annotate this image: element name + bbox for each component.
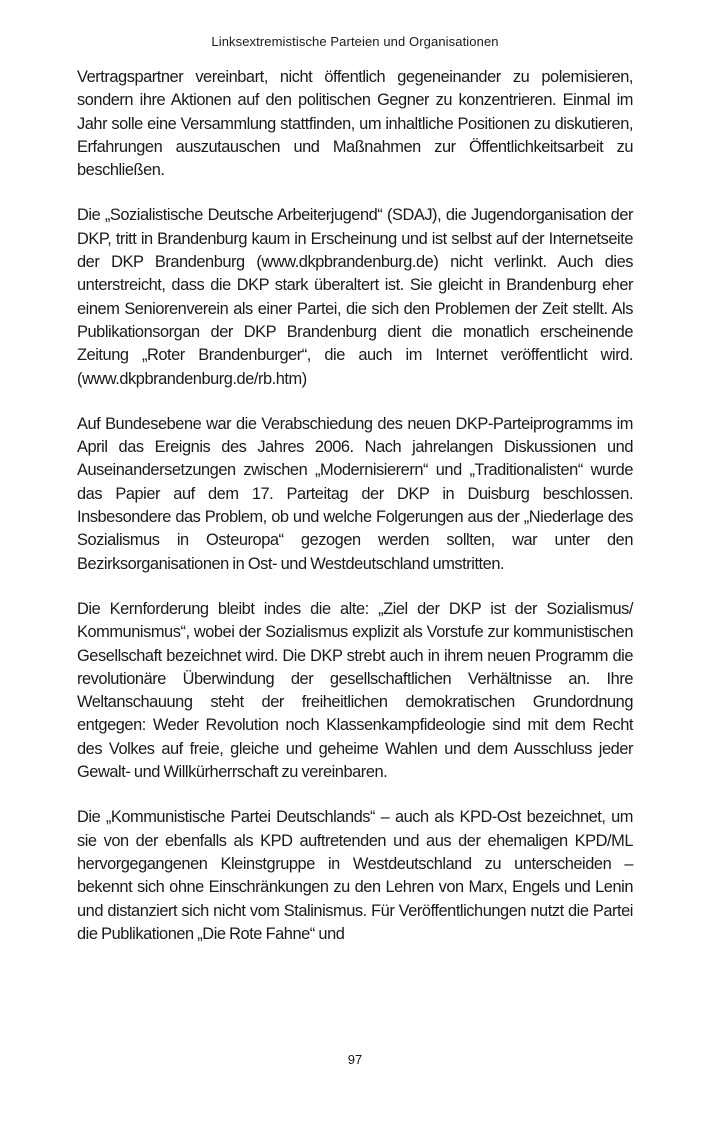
paragraph-core-demand: Die Kernforderung bleibt indes die alte: „Ziel der DKP ist der Sozialismus/ Kommunismus“, wobei der Sozialismus explizit als Vorstufe zur kommunistischen Gesellschaft bezeichnet wird. Die DKP strebt auch in ihrem neuen Programm die revolutionäre Überwindung der gesellschaftlichen Verhältnisse an. Ihre Weltanschauung steht der freiheitlichen demokratischen Grundordnung entgegen: Weder Revolution noch Klassenkampfideologie sind mit dem Recht des Volkes auf freie, gleiche und geheime Wahlen und dem Ausschluss jeder Gewalt- und Willkürherrschaft zu vereinbaren. [77,599,633,782]
paragraph-partner-agreement: Vertragspartner vereinbart, nicht öffentlich gegeneinander zu polemisieren, sondern ihre Aktionen auf den politischen Gegner zu konzentrieren. Einmal im Jahr solle eine Versammlung stattfinden, um inhaltliche Positionen zu diskutieren, Erfahrungen auszutauschen und Maßnahmen zur Öffentlichkeitsarbeit zu beschließen. [77,68,633,180]
paragraph-kpd-ost: Die „Kommunistische Partei Deutschlands“ – auch als KPD-Ost bezeichnet, um sie von der ebenfalls als KPD auftretenden und aus der ehemaligen KPD/ML hervorgegangenen Kleinstgruppe in Westdeutschland zu unterscheiden – bekennt sich ohne Einschränkungen zu den Lehren von Marx, Engels und Lenin und distanziert sich nicht vom Stalinismus. Für Veröffentlichungen nutzt die Partei die Publikationen „Die Rote Fahne“ und [77,808,633,943]
body-text [77,66,633,968]
paragraph-sdaj: Die „Sozialistische Deutsche Arbeiterjugend“ (SDAJ), die Jugendorganisation der DKP, tritt in Brandenburg kaum in Erscheinung und ist selbst auf der Internetseite der DKP Brandenburg (www.dkpbrandenburg.de) nicht verlinkt. Auch dies unterstreicht, dass die DKP stark überaltert ist. Sie gleicht in Brandenburg eher einem Seniorenverein als einer Partei, die sich den Problemen der Zeit stellt. Als Publikationsorgan der DKP Brandenburg dient die monatlich erscheinende Zeitung „Roter Brandenburger“, die auch im Internet veröffentlicht wird. (www.dkpbrandenburg.de/rb.htm) [77,206,633,388]
running-header: Linksextremistische Parteien und Organisationen [211,34,499,49]
page-number: 97 [347,1052,363,1067]
paragraph-party-programme: Auf Bundesebene war die Verabschiedung des neuen DKP-Parteiprogramms im April das Ereignis des Jahres 2006. Nach jahrelangen Diskussionen und Auseinandersetzungen zwischen „Modernisierern“ und „Traditionalisten“ wurde das Papier auf dem 17. Parteitag der DKP in Duisburg beschlossen. Insbesondere das Problem, ob und welche Folgerungen aus der „Niederlage des Sozialismus in Osteuropa“ gezogen werden sollten, war unter den Bezirksorganisationen in Ost- und Westdeutschland umstritten. [77,414,633,573]
